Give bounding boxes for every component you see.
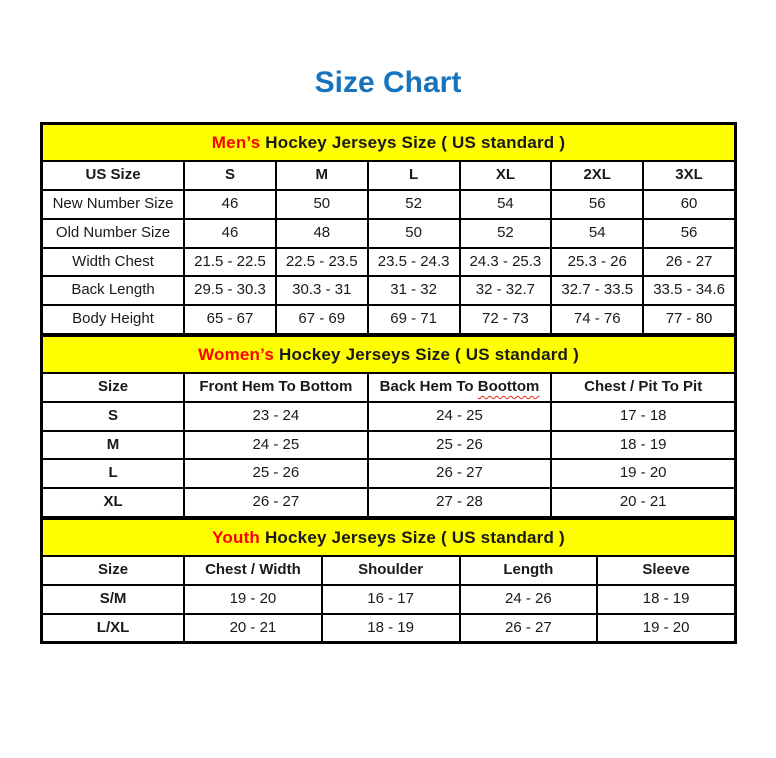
column-header: Shoulder [322, 556, 460, 585]
row-label: Body Height [42, 305, 184, 334]
womens-size-table [41, 335, 736, 518]
size-value-cell: 67 - 69 [276, 305, 368, 334]
column-header: 3XL [643, 161, 735, 190]
youth-header-row [42, 556, 735, 585]
table-row [42, 219, 735, 248]
column-header: Length [460, 556, 598, 585]
womens-banner [42, 336, 735, 373]
row-label: Width Chest [42, 248, 184, 277]
column-header: Chest / Pit To Pit [551, 373, 735, 402]
size-value-cell: 24 - 26 [460, 585, 598, 614]
size-value-cell: 24 - 25 [184, 431, 368, 460]
size-value-cell: 20 - 21 [551, 488, 735, 517]
size-value-cell: 60 [643, 190, 735, 219]
womens-header-row [42, 373, 735, 402]
size-value-cell: 52 [368, 190, 460, 219]
size-value-cell: 46 [184, 190, 276, 219]
column-header: Size [42, 556, 184, 585]
row-label: New Number Size [42, 190, 184, 219]
mens-banner [42, 124, 735, 161]
size-value-cell: 77 - 80 [643, 305, 735, 334]
size-value-cell: 25.3 - 26 [551, 248, 643, 277]
table-row [42, 305, 735, 334]
size-value-cell: 19 - 20 [597, 614, 735, 643]
size-value-cell: 17 - 18 [551, 402, 735, 431]
size-value-cell: 26 - 27 [460, 614, 598, 643]
size-value-cell: 26 - 27 [643, 248, 735, 277]
size-value-cell: 69 - 71 [368, 305, 460, 334]
banner-highlight: Women’s [198, 344, 275, 364]
youth-size-table [41, 518, 736, 644]
size-chart-container [40, 122, 737, 644]
size-value-cell: 23.5 - 24.3 [368, 248, 460, 277]
size-value-cell: 32.7 - 33.5 [551, 276, 643, 305]
size-value-cell: 31 - 32 [368, 276, 460, 305]
banner-text: Hockey Jerseys Size ( US standard ) [274, 344, 579, 364]
size-value-cell: 16 - 17 [322, 585, 460, 614]
page-title: Size Chart [314, 66, 462, 99]
size-value-cell: 26 - 27 [368, 459, 552, 488]
banner-highlight: Men’s [211, 133, 261, 152]
size-value-cell: 50 [368, 219, 460, 248]
size-value-cell: 32 - 32.7 [460, 276, 552, 305]
size-value-cell: 33.5 - 34.6 [643, 276, 735, 305]
size-value-cell: 21.5 - 22.5 [184, 248, 276, 277]
size-value-cell: 46 [184, 219, 276, 248]
column-header: Sleeve [597, 556, 735, 585]
size-value-cell: 22.5 - 23.5 [276, 248, 368, 277]
mens-size-table [41, 123, 736, 335]
row-label: L [42, 459, 184, 488]
womens-banner-row [42, 336, 735, 373]
size-value-cell: 18 - 19 [322, 614, 460, 643]
size-value-cell: 29.5 - 30.3 [184, 276, 276, 305]
column-header: XL [460, 161, 552, 190]
table-row [42, 276, 735, 305]
table-row [42, 585, 735, 614]
size-value-cell: 72 - 73 [460, 305, 552, 334]
size-value-cell: 18 - 19 [551, 431, 735, 460]
banner-text: Hockey Jerseys Size ( US standard ) [260, 527, 565, 547]
size-value-cell: 26 - 27 [184, 488, 368, 517]
row-label: L/XL [42, 614, 184, 643]
banner-highlight: Youth [212, 527, 261, 547]
row-label: S [42, 402, 184, 431]
size-value-cell: 65 - 67 [184, 305, 276, 334]
size-value-cell: 27 - 28 [368, 488, 552, 517]
size-value-cell: 19 - 20 [184, 585, 322, 614]
mens-header-row [42, 161, 735, 190]
youth-banner [42, 519, 735, 556]
column-header: Chest / Width [184, 556, 322, 585]
size-value-cell: 54 [460, 190, 552, 219]
table-row [42, 614, 735, 643]
row-label: S/M [42, 585, 184, 614]
column-header: S [184, 161, 276, 190]
misspelled-word: Boottom [477, 378, 540, 395]
column-header: L [368, 161, 460, 190]
size-value-cell: 24.3 - 25.3 [460, 248, 552, 277]
row-label: Old Number Size [42, 219, 184, 248]
table-row [42, 190, 735, 219]
row-label: Back Length [42, 276, 184, 305]
mens-banner-row [42, 124, 735, 161]
size-value-cell: 74 - 76 [551, 305, 643, 334]
size-value-cell: 48 [276, 219, 368, 248]
size-value-cell: 56 [643, 219, 735, 248]
table-row [42, 402, 735, 431]
banner-text: Hockey Jerseys Size ( US standard ) [260, 133, 566, 152]
column-header: US Size [42, 161, 184, 190]
size-value-cell: 23 - 24 [184, 402, 368, 431]
table-row [42, 459, 735, 488]
size-value-cell: 56 [551, 190, 643, 219]
column-header: Front Hem To Bottom [184, 373, 368, 402]
size-value-cell: 25 - 26 [184, 459, 368, 488]
size-value-cell: 18 - 19 [597, 585, 735, 614]
column-header: 2XL [551, 161, 643, 190]
column-header: M [276, 161, 368, 190]
row-label: M [42, 431, 184, 460]
size-value-cell: 20 - 21 [184, 614, 322, 643]
size-value-cell: 50 [276, 190, 368, 219]
size-value-cell: 54 [551, 219, 643, 248]
column-header: Size [42, 373, 184, 402]
table-row [42, 431, 735, 460]
table-row [42, 248, 735, 277]
size-value-cell: 52 [460, 219, 552, 248]
size-value-cell: 24 - 25 [368, 402, 552, 431]
row-label: XL [42, 488, 184, 517]
column-header: Back Hem To Boottom [368, 373, 552, 402]
size-value-cell: 19 - 20 [551, 459, 735, 488]
size-value-cell: 30.3 - 31 [276, 276, 368, 305]
table-row [42, 488, 735, 517]
size-value-cell: 25 - 26 [368, 431, 552, 460]
youth-banner-row [42, 519, 735, 556]
